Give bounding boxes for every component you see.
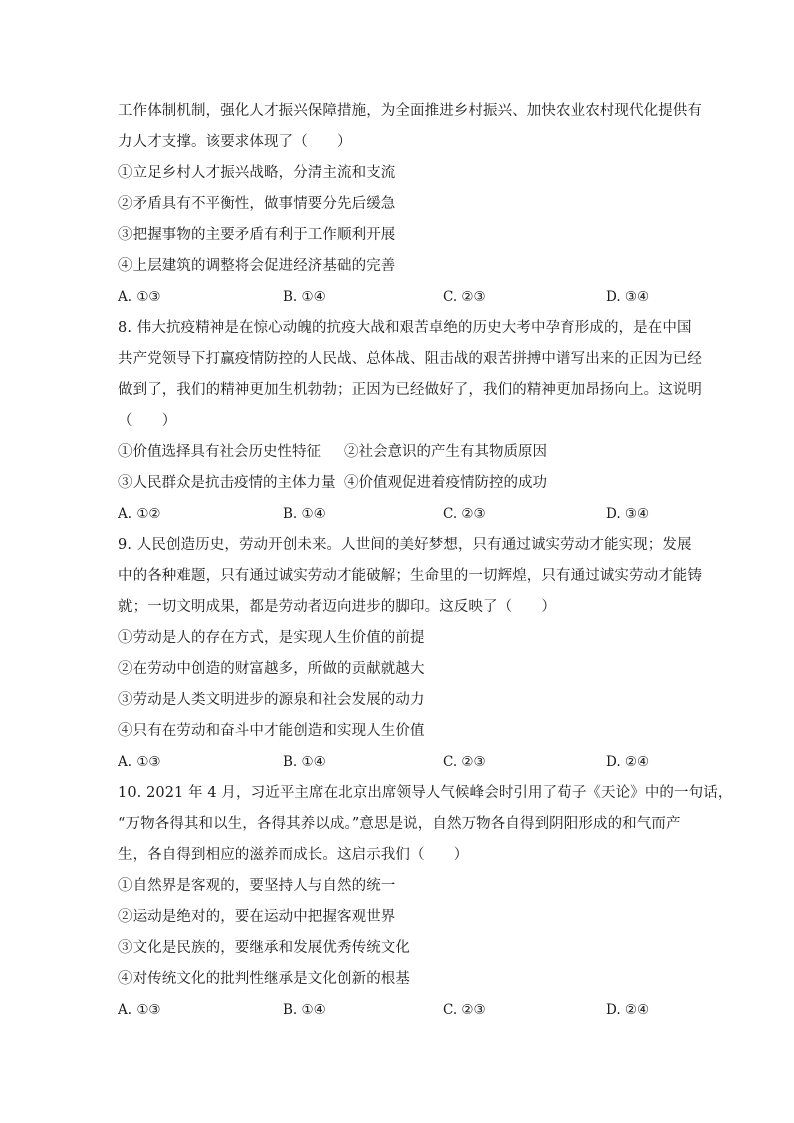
answer-options (118, 995, 680, 1026)
question-9 (118, 530, 702, 778)
statement: ③人民群众是抗击疫情的主体力量 (118, 475, 336, 491)
question-stem-line: 力人才支撑。该要求体现了（ ） (118, 134, 352, 150)
statement-row (118, 468, 680, 499)
answer-options (118, 282, 680, 313)
statement: ③劳动是人类文明进步的源泉和社会发展的动力 (118, 692, 425, 708)
question-stem-line: 生，各自得到相应的滋养而成长。这启示我们（ ） (118, 847, 469, 863)
option-b: B. ①④ (283, 289, 326, 305)
statement: ①价值选择具有社会历史性特征 (118, 444, 321, 460)
question-7 (118, 96, 702, 313)
option-d: D. ③④ (606, 506, 650, 522)
statement: ④对传统文化的批判性继承是文化创新的根基 (118, 971, 410, 987)
question-10 (118, 778, 733, 1026)
option-b: B. ①④ (283, 506, 326, 522)
question-stem-line: 10. 2021 年 4 月，习近平主席在北京出席领导人气候峰会时引用了荀子《天论》中的一句话， (118, 785, 733, 801)
statement: ②矛盾具有不平衡性，做事情要分先后缓急 (118, 196, 396, 212)
statement: ①自然界是客观的，要坚持人与自然的统一 (118, 878, 396, 894)
statement: ②在劳动中创造的财富越多，所做的贡献就越大 (118, 661, 425, 677)
question-stem-line: 共产党领导下打赢疫情防控的人民战、总体战、阻击战的艰苦拼搏中谱写出来的正因为已经 (118, 351, 702, 367)
statement: ③文化是民族的，要继承和发展优秀传统文化 (118, 940, 410, 956)
question-stem-line: 做到了，我们的精神更加生机勃勃；正因为已经做好了，我们的精神更加昂扬向上。这说明 (118, 382, 702, 398)
option-c: C. ②③ (443, 506, 486, 522)
exam-page (118, 96, 733, 1026)
option-d: D. ②④ (606, 1002, 650, 1018)
statement-row (118, 437, 680, 468)
question-stem-line: “万物各得其和以生，各得其养以成。”意思是说，自然万物各自得到阴阳形成的和气而产 (118, 816, 681, 832)
option-a: A. ①② (118, 506, 161, 522)
question-stem-line: 8. 伟大抗疫精神是在惊心动魄的抗疫大战和艰苦卓绝的历史大考中孕育形成的，是在中国 (118, 320, 692, 336)
answer-options (118, 747, 680, 778)
option-a: A. ①③ (118, 1002, 161, 1018)
option-b: B. ①④ (283, 1002, 326, 1018)
statement: ①立足乡村人才振兴战略，分清主流和支流 (118, 165, 396, 181)
statement: ②社会意识的产生有其物质原因 (344, 444, 547, 460)
statement: ②运动是绝对的，要在运动中把握客观世界 (118, 909, 396, 925)
option-c: C. ②③ (443, 754, 486, 770)
question-stem-line: 中的各种难题，只有通过诚实劳动才能破解；生命里的一切辉煌，只有通过诚实劳动才能铸 (118, 568, 702, 584)
option-d: D. ②④ (606, 754, 650, 770)
option-d: D. ③④ (606, 289, 650, 305)
question-stem-line: （ ） (118, 413, 177, 429)
statement: ④价值观促进着疫情防控的成功 (344, 475, 547, 491)
question-8 (118, 313, 702, 530)
option-a: A. ①③ (118, 754, 161, 770)
option-c: C. ②③ (443, 289, 486, 305)
option-a: A. ①③ (118, 289, 161, 305)
statement: ④只有在劳动和奋斗中才能创造和实现人生价值 (118, 723, 425, 739)
option-b: B. ①④ (283, 754, 326, 770)
option-c: C. ②③ (443, 1002, 486, 1018)
statement: ④上层建筑的调整将会促进经济基础的完善 (118, 258, 396, 274)
statement: ①劳动是人的存在方式，是实现人生价值的前提 (118, 630, 425, 646)
answer-options (118, 499, 680, 530)
statement: ③把握事物的主要矛盾有利于工作顺利开展 (118, 227, 396, 243)
question-stem-line: 就；一切文明成果，都是劳动者迈向进步的脚印。这反映了（ ） (118, 599, 556, 615)
question-stem-line: 9. 人民创造历史，劳动开创未来。人世间的美好梦想，只有通过诚实劳动才能实现；发展 (118, 537, 692, 553)
question-stem-line: 工作体制机制，强化人才振兴保障措施，为全面推进乡村振兴、加快农业农村现代化提供有 (118, 103, 702, 119)
